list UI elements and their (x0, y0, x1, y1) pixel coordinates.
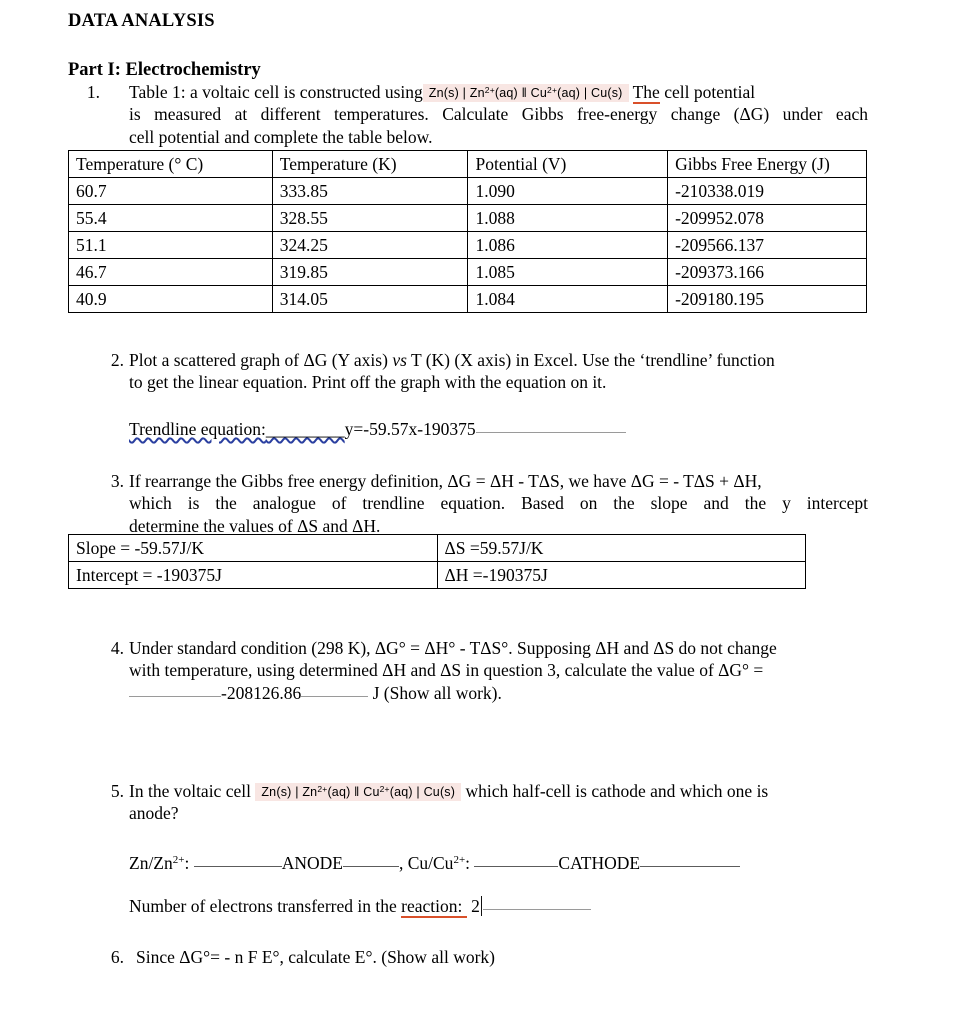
salt-bridge-icon: ‖ (521, 86, 527, 100)
question-3-body (129, 470, 868, 537)
zn-label-colon: : (184, 852, 190, 873)
cell-notation-cu-solid: Cu(s) (423, 785, 456, 799)
question-4-body (129, 637, 868, 704)
table-row (69, 232, 867, 259)
cu-label-charge: 2+ (453, 853, 466, 866)
table-row (69, 535, 806, 562)
cu-charge: 2+ (547, 85, 558, 95)
table1-cell: 40.9 (69, 286, 273, 313)
table1-cell: -210338.019 (668, 178, 867, 205)
table1-cell: 319.85 (272, 259, 468, 286)
table1-header-cell: Gibbs Free Energy (J) (668, 151, 867, 178)
electrons-answer-blank[interactable] (483, 896, 591, 910)
cu-state: (aq) (389, 785, 413, 799)
phase-boundary-icon: | (462, 86, 467, 100)
question-1-number: 1. (86, 82, 100, 102)
phase-boundary-icon-2: | (583, 86, 588, 100)
question-2-text-a: Plot a scattered graph of ΔG (Y axis) (129, 350, 393, 370)
question-4-answer-value[interactable]: -208126.86 (221, 682, 302, 703)
question-4-line-2: with temperature, using determined ΔH and ΔS in question 3, calculate the value of ΔG° = (129, 660, 764, 681)
question-4-blank-before[interactable] (129, 683, 221, 697)
table1-header-cell: Temperature (° C) (69, 151, 273, 178)
page-title: DATA ANALYSIS (68, 11, 215, 31)
question-1-text-before: Table 1: a voltaic cell is constructed using (129, 82, 423, 102)
table1-cell: -209180.195 (668, 286, 867, 313)
question-3-number: 3. (110, 471, 124, 491)
table1-cell: -209373.166 (668, 259, 867, 286)
question-2-text-b: T (K) (X axis) in Excel. Use the ‘trendline’ function (406, 350, 775, 370)
cell-notation-zn-ion: Zn (469, 86, 485, 100)
table1-header-cell: Potential (V) (468, 151, 668, 178)
question-1-line-1 (129, 81, 868, 103)
cell-notation-zn-solid: Zn(s) (261, 785, 292, 799)
delta-h-cell[interactable]: ΔH =-190375J (437, 562, 805, 589)
trendline-equation-label: Trendline equation: (129, 418, 266, 439)
zn-answer-blank-after[interactable] (343, 853, 399, 867)
cell-notation-q5 (255, 783, 461, 801)
table1-cell: 333.85 (272, 178, 468, 205)
question-5-line-1 (129, 780, 868, 802)
table1-cell: 1.085 (468, 259, 668, 286)
cu-charge: 2+ (379, 784, 390, 794)
table-row (69, 205, 867, 232)
cu-answer-value[interactable]: CATHODE (558, 852, 641, 873)
zn-half-cell-label: Zn/Zn (129, 852, 173, 873)
cu-answer-blank-before[interactable] (474, 853, 558, 867)
question-2-line-2: to get the linear equation. Print off the graph with the equation on it. (129, 372, 607, 393)
cu-answer-blank-after[interactable] (640, 853, 740, 867)
cu-state: (aq) (557, 86, 581, 100)
question-4-number: 4. (110, 638, 124, 658)
table1-cell: 60.7 (69, 178, 273, 205)
electrons-value[interactable]: 2 (471, 896, 480, 917)
table1-cell: 46.7 (69, 259, 273, 286)
half-cell-answer-line (129, 852, 868, 874)
table1-cell: 324.25 (272, 232, 468, 259)
zn-label-charge: 2+ (172, 853, 185, 866)
question-6-number: 6. (110, 947, 124, 967)
trendline-equation-value[interactable]: y=-59.57x-190375 (344, 418, 476, 439)
table-row (69, 259, 867, 286)
table1-cell: 1.090 (468, 178, 668, 205)
answer-separator-comma: , (398, 852, 404, 873)
question-3-line-1: If rearrange the Gibbs free energy definition, ΔG = ΔH - TΔS, we have ΔG = - TΔS + ΔH, (129, 471, 762, 491)
table-row (69, 286, 867, 313)
question-4-unit-text: J (Show all work). (372, 682, 502, 703)
zn-answer-blank-before[interactable] (194, 853, 282, 867)
salt-bridge-icon: ‖ (354, 785, 360, 799)
trendline-answer-blank[interactable] (476, 419, 626, 433)
intercept-cell[interactable]: Intercept = -190375J (69, 562, 438, 589)
table1-header-cell: Temperature (K) (272, 151, 468, 178)
phase-boundary-icon: | (295, 785, 299, 799)
data-table-1 (68, 150, 867, 313)
table1-cell: 1.086 (468, 232, 668, 259)
zn-answer-value[interactable]: ANODE (281, 852, 343, 873)
question-3-line-3: determine the values of ΔS and ΔH. (129, 515, 381, 536)
slope-cell[interactable]: Slope = -59.57J/K (69, 535, 438, 562)
table-row (69, 178, 867, 205)
table1-cell: -209566.137 (668, 232, 867, 259)
zn-state: (aq) (494, 86, 518, 100)
table1-cell: 1.084 (468, 286, 668, 313)
table1-cell: 55.4 (69, 205, 273, 232)
table1-cell: 51.1 (69, 232, 273, 259)
question-4-blank-after[interactable] (301, 683, 368, 697)
question-1-line-3: cell potential and complete the table below. (129, 126, 433, 147)
cu-label-colon: : (465, 852, 471, 873)
question-5-text-after: which half-cell is cathode and which one is (465, 781, 769, 801)
question-3-line-2: which is the analogue of trendline equation. Based on the slope and the y intercept (129, 493, 868, 514)
leader-dots: _________ (265, 418, 345, 439)
question-5-number: 5. (110, 781, 124, 801)
cell-notation-zn-ion: Zn (302, 785, 318, 799)
table1-cell: -209952.078 (668, 205, 867, 232)
table1-cell: 314.05 (272, 286, 468, 313)
table-header-row (69, 151, 867, 178)
table1-cell: 1.088 (468, 205, 668, 232)
question-5-line-2: anode? (129, 803, 179, 824)
question-4-answer-line (129, 682, 868, 704)
electrons-text: Number of electrons transferred in the (129, 896, 402, 917)
question-4-line-1: Under standard condition (298 K), ΔG° = ΔH° - TΔS°. Supposing ΔH and ΔS do not change (129, 638, 777, 658)
text-cursor (481, 896, 483, 916)
section-heading-part-1: Part I: Electrochemistry (68, 60, 261, 80)
question-1-body (129, 81, 868, 148)
cell-notation-zn-solid: Zn(s) (428, 86, 459, 100)
cell-notation-cu-solid: Cu(s) (590, 86, 623, 100)
delta-s-cell[interactable]: ΔS =59.57J/K (437, 535, 805, 562)
slope-intercept-table (68, 534, 806, 589)
spellcheck-word-reaction: reaction: (401, 896, 463, 917)
zn-charge: 2+ (484, 85, 495, 95)
question-2-number: 2. (110, 350, 124, 370)
phase-boundary-icon-2: | (416, 785, 420, 799)
cell-notation-cu-ion: Cu (363, 785, 380, 799)
table1-cell: 328.55 (272, 205, 468, 232)
trendline-answer-line (129, 418, 868, 440)
cell-notation-q1 (423, 84, 629, 102)
question-5-text-before: In the voltaic cell (129, 781, 251, 801)
question-5-body (129, 780, 868, 918)
question-6-body (136, 946, 875, 968)
cu-half-cell-label: Cu/Cu (407, 852, 454, 873)
electrons-answer-line (129, 895, 868, 917)
question-2-vs: vs (392, 350, 407, 370)
zn-state: (aq) (327, 785, 351, 799)
cell-notation-cu-ion: Cu (530, 86, 548, 100)
question-6-line-1: Since ΔG°= - n F E°, calculate E°. (Show all work) (136, 947, 495, 967)
zn-charge: 2+ (317, 784, 328, 794)
table-row (69, 562, 806, 589)
spellcheck-word-the: The (632, 82, 660, 102)
question-2-line-1 (129, 349, 868, 371)
question-2-body (129, 349, 868, 440)
spellcheck-trailing-space (462, 896, 466, 918)
question-1-text-after: cell potential (664, 82, 756, 102)
question-1-line-2: is measured at different temperatures. Calculate Gibbs free-energy change (ΔG) under each (129, 104, 868, 125)
